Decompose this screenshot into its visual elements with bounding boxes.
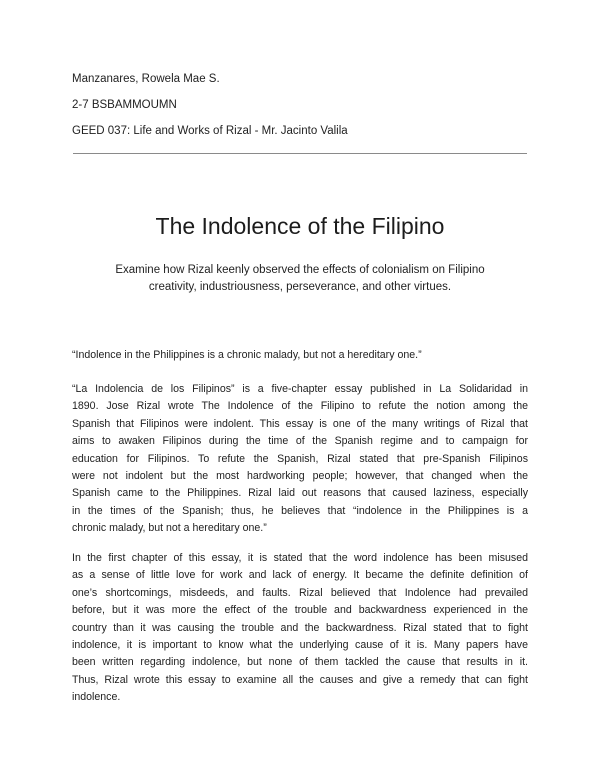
opening-quote xyxy=(72,347,528,364)
paragraph-line: chronic malady, but not a hereditary one.” xyxy=(72,522,267,535)
quote-line: “Indolence in the Philippines is a chronic malady, but not a hereditary one.” xyxy=(72,349,422,361)
paragraph-line: before, but it was more the effect of the trouble and backwardness experienced in the xyxy=(72,604,528,617)
header-divider xyxy=(73,153,527,154)
student-section: 2-7 BSBAMMOUMN xyxy=(72,99,177,111)
paragraph-line: 1890. Jose Rizal wrote The Indolence of the Filipino to refute the notion among the xyxy=(72,400,528,413)
paragraph-line: Thus, Rizal wrote this essay to examine all the causes and give a remedy that can fight xyxy=(72,673,528,686)
paragraph-line: Spanish that Filipinos were indolent. This essay is one of the many writings of Rizal that xyxy=(72,417,528,430)
paragraph-line: been written regarding indolence, but none of them tackled the cause that results in it. xyxy=(72,656,528,669)
paragraph-line: education for Filipinos. To refute the Spanish, Rizal stated that pre-Spanish Filipinos xyxy=(72,452,528,465)
subtitle-line: Examine how Rizal keenly observed the effects of colonialism on Filipino xyxy=(115,264,485,276)
paragraph-1 xyxy=(72,381,528,538)
paragraph-2 xyxy=(72,550,528,707)
paragraph-line: indolence. xyxy=(72,691,121,704)
paragraph-line: as a sense of little love for work and lack of energy. It became the definite definition of xyxy=(72,569,528,582)
subtitle-line: creativity, industriousness, perseverance, and other virtues. xyxy=(148,281,452,293)
paragraph-line: In the first chapter of this essay, it is stated that the word indolence has been misused xyxy=(72,552,528,564)
paragraph-line: in the times of the Spanish; thus, he believes that “indolence in the Philippines is a xyxy=(72,504,528,517)
paragraph-line: Spanish came to the Philippines. Rizal laid out reasons that caused laziness, especially xyxy=(72,487,528,500)
document-title: The Indolence of the Filipino xyxy=(155,213,445,239)
paragraph-line: country than it was causing the trouble and the backwardness. Rizal stated that to fight xyxy=(72,621,528,634)
paragraph-line: aims to awaken Filipinos during the time of the Spanish regime and to campaign for xyxy=(72,435,528,448)
author-name: Manzanares, Rowela Mae S. xyxy=(72,73,220,85)
paragraph-line: one’s shortcomings, misdeeds, and faults. Rizal believed that Indolence had prevailed xyxy=(72,586,528,599)
document-subtitle xyxy=(70,262,530,296)
course-info: GEED 037: Life and Works of Rizal - Mr. Jacinto Valila xyxy=(72,125,348,137)
paragraph-line: “La Indolencia de los Filipinos” is a five-chapter essay published in La Solidaridad in xyxy=(72,383,528,395)
paragraph-line: indolence, it is important to know what the underlying cause of it is. Many papers have xyxy=(72,639,528,652)
paragraph-line: were not indolent but the most hardworking people; however, that changed when the xyxy=(72,470,528,483)
